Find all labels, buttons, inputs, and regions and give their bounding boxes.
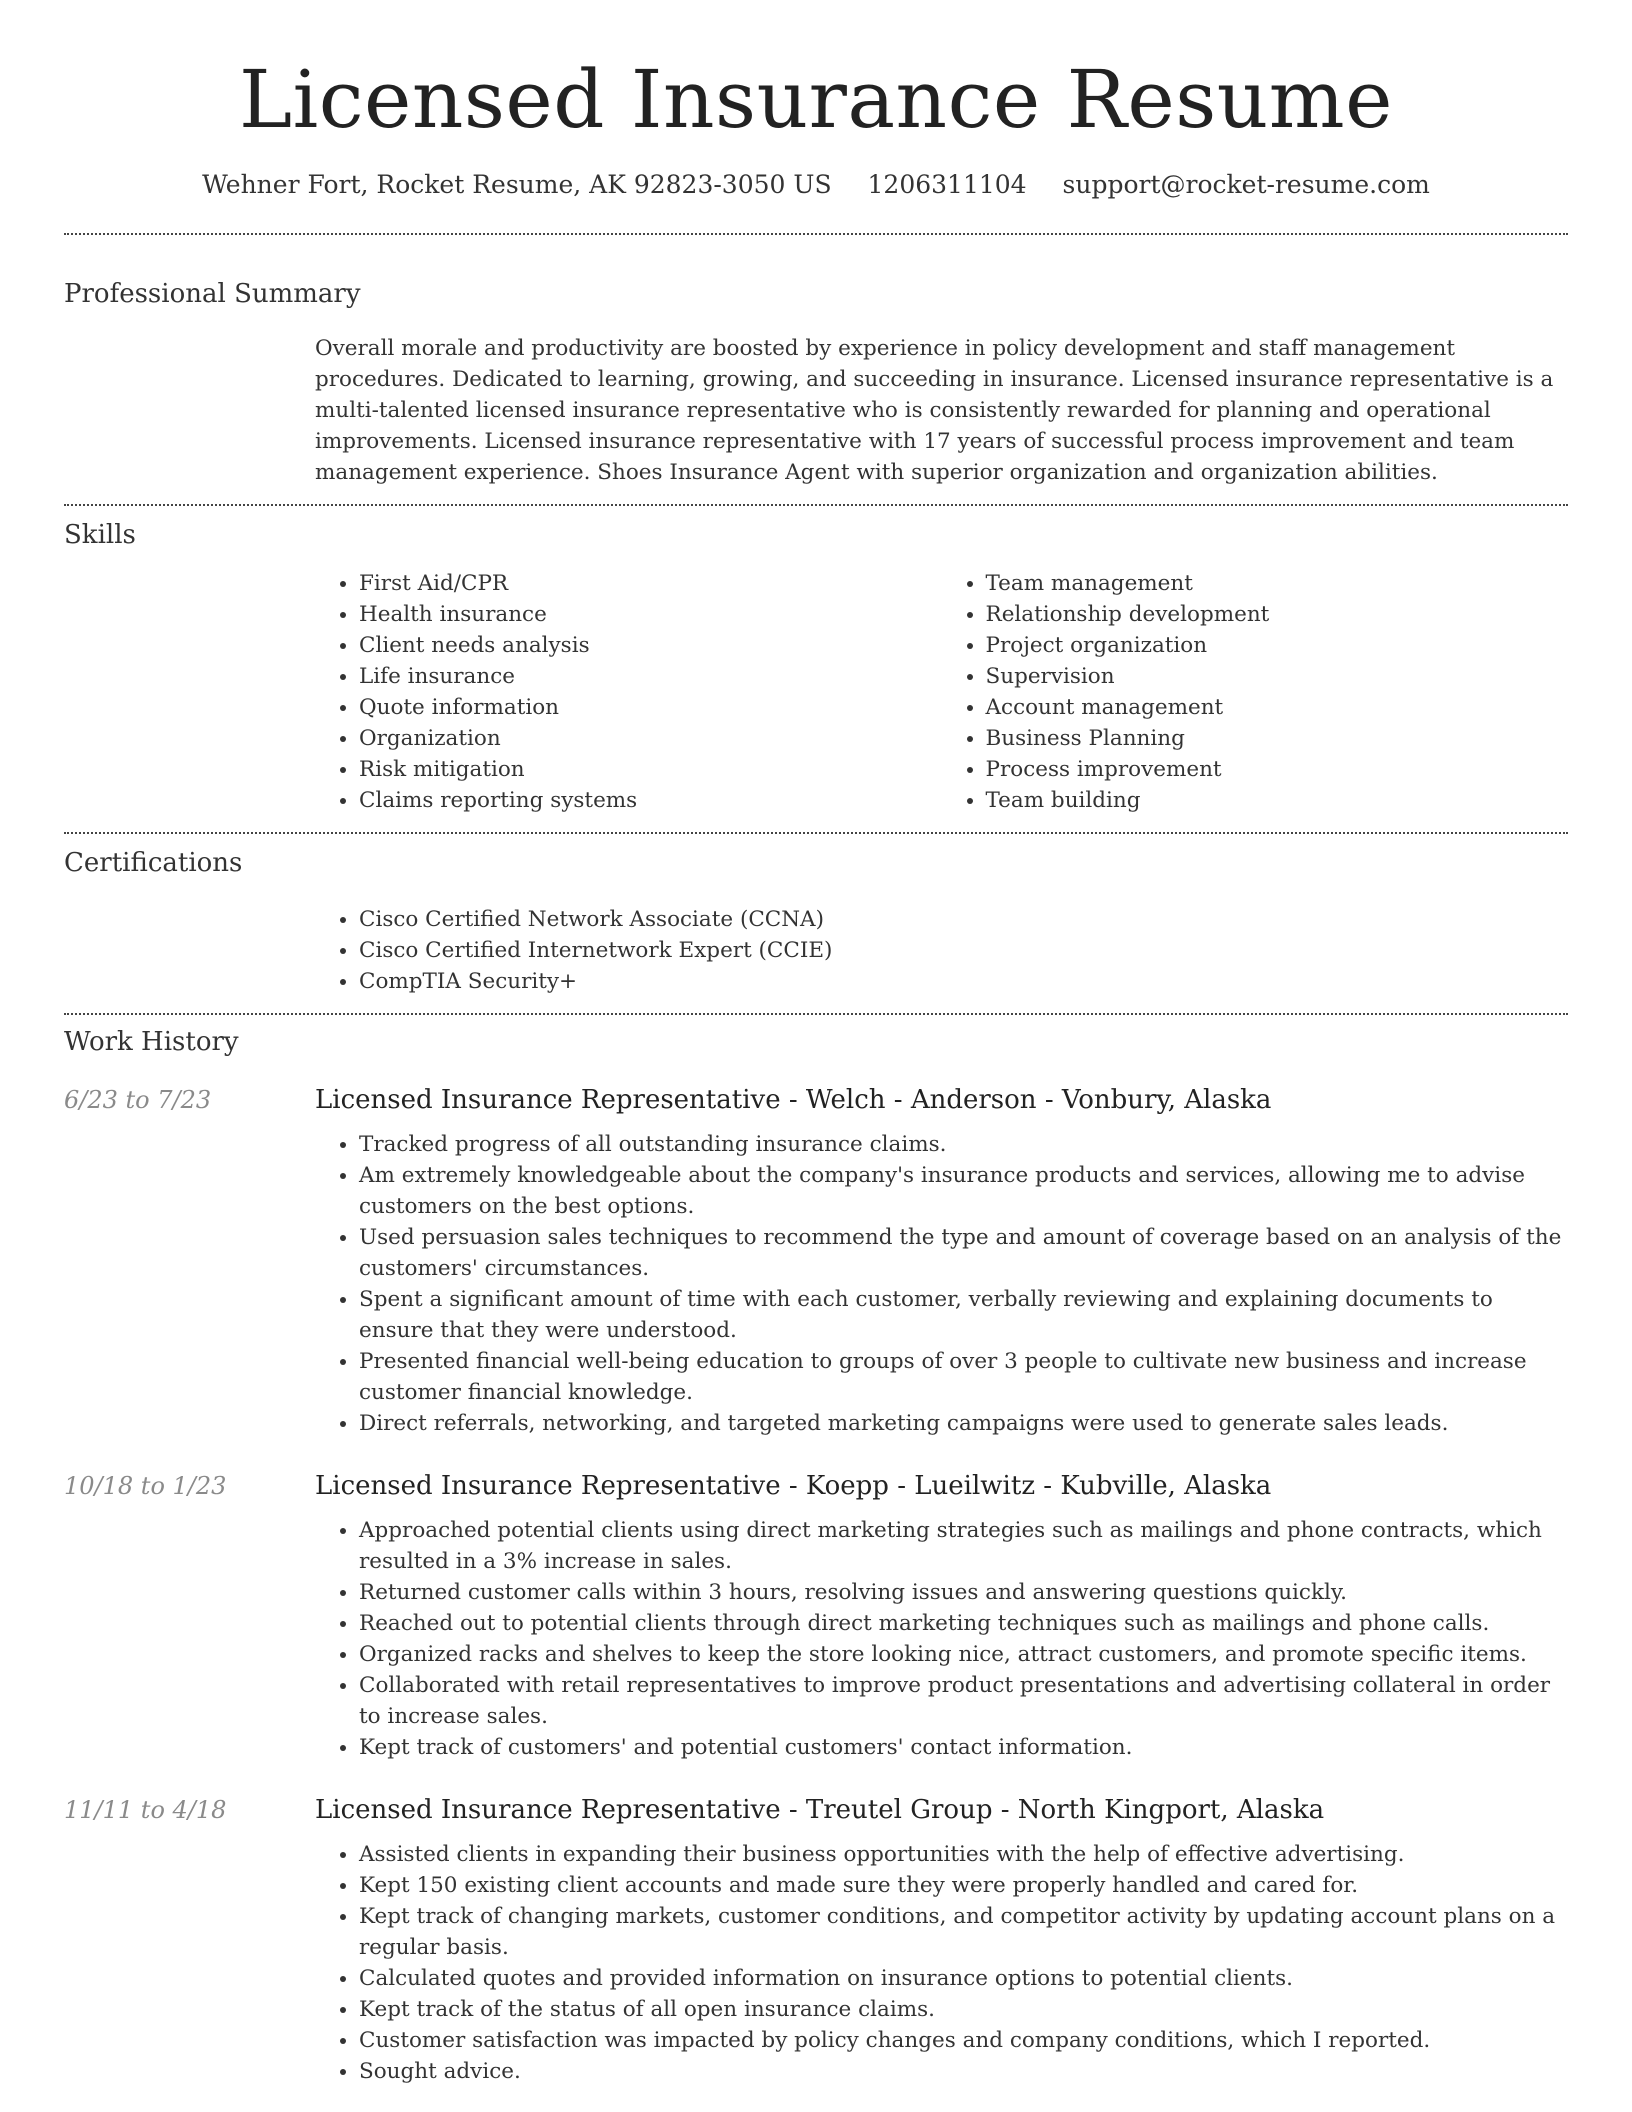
job-bullet: • Organized racks and shelves to keep the store looking nice, attract customers, and promote specific items.	[359, 1639, 1568, 1670]
certification-item: • CompTIA Security+	[359, 966, 1568, 997]
skills-lists	[315, 568, 1568, 832]
job-bullet: • Direct referrals, networking, and targeted marketing campaigns were used to generate sales leads.	[359, 1408, 1568, 1439]
skill-item: • Organization	[359, 723, 942, 754]
job-details	[315, 1083, 1568, 1439]
skill-item: • Risk mitigation	[359, 754, 942, 785]
job-bullet: • Kept track of changing markets, customer conditions, and competitor activity by updating account plans on a regular basis.	[359, 1901, 1568, 1963]
skills-section	[64, 506, 1568, 832]
job-bullet: • Sought advice.	[359, 2056, 1568, 2087]
job-bullets	[315, 1839, 1568, 2087]
job-dates: 6/23 to 7/23	[64, 1086, 212, 1114]
skill-item: • Relationship development	[986, 599, 1569, 630]
job-bullet: • Collaborated with retail representatives to improve product presentations and advertising collateral in order to increase sales.	[359, 1670, 1568, 1732]
contact-phone: 1206311104	[867, 170, 1027, 199]
skill-item: • Process improvement	[986, 754, 1569, 785]
job-bullet: • Kept track of the status of all open insurance claims.	[359, 1994, 1568, 2025]
job-bullet: • Used persuasion sales techniques to recommend the type and amount of coverage based on an analysis of the customers' circumstances.	[359, 1222, 1568, 1284]
job-bullet: • Customer satisfaction was impacted by policy changes and company conditions, which I reported.	[359, 2025, 1568, 2056]
contact-line	[64, 170, 1568, 199]
job-bullet: • Tracked progress of all outstanding insurance claims.	[359, 1129, 1568, 1160]
job-title: Licensed Insurance Representative - Koepp - Lueilwitz - Kubville, Alaska	[315, 1471, 1272, 1501]
contact-email[interactable]: support@rocket-resume.com	[1062, 170, 1430, 199]
certifications-section	[64, 834, 1568, 1013]
job-bullet: • Spent a significant amount of time with each customer, verbally reviewing and explaining documents to ensure that they were understood.	[359, 1284, 1568, 1346]
skill-item: • Quote information	[359, 692, 942, 723]
work-history-section	[64, 1015, 1568, 2087]
job-bullet: • Presented financial well-being education to groups of over 3 people to cultivate new business and increase customer financial knowledge.	[359, 1346, 1568, 1408]
job-entry	[64, 1083, 1568, 1439]
job-details	[315, 1469, 1568, 1763]
job-entry	[64, 1793, 1568, 2087]
job-title: Licensed Insurance Representative - Welch - Anderson - Vonbury, Alaska	[315, 1085, 1272, 1115]
skill-item: • Business Planning	[986, 723, 1569, 754]
summary-heading: Professional Summary	[64, 279, 361, 309]
skill-item: • First Aid/CPR	[359, 568, 942, 599]
skills-list-left	[315, 568, 942, 816]
skills-list-right	[942, 568, 1569, 816]
job-bullet: • Kept track of customers' and potential customers' contact information.	[359, 1732, 1568, 1763]
contact-address: Wehner Fort, Rocket Resume, AK 92823-3050 US	[202, 170, 832, 199]
skill-item: • Supervision	[986, 661, 1569, 692]
certification-item: • Cisco Certified Network Associate (CCNA)	[359, 904, 1568, 935]
resume-title: Licensed Insurance Resume	[238, 53, 1394, 146]
work-history-heading: Work History	[64, 1027, 239, 1057]
job-bullet: • Assisted clients in expanding their business opportunities with the help of effective advertising.	[359, 1839, 1568, 1870]
skill-item: • Health insurance	[359, 599, 942, 630]
certifications-heading: Certifications	[64, 848, 243, 878]
skill-item: • Life insurance	[359, 661, 942, 692]
job-dates: 10/18 to 1/23	[64, 1472, 227, 1500]
resume-page	[64, 0, 1568, 2087]
summary-section	[64, 235, 1568, 504]
skill-item: • Team management	[986, 568, 1569, 599]
job-bullet: • Kept 150 existing client accounts and made sure they were properly handled and cared for.	[359, 1870, 1568, 1901]
job-bullet: • Am extremely knowledgeable about the company's insurance products and services, allowing me to advise customers on the best options.	[359, 1160, 1568, 1222]
certification-item: • Cisco Certified Internetwork Expert (CCIE)	[359, 935, 1568, 966]
job-bullets	[315, 1515, 1568, 1763]
job-bullet: • Calculated quotes and provided information on insurance options to potential clients.	[359, 1963, 1568, 1994]
skill-item: • Account management	[986, 692, 1569, 723]
job-title: Licensed Insurance Representative - Treutel Group - North Kingport, Alaska	[315, 1795, 1325, 1825]
skills-heading: Skills	[64, 520, 136, 550]
job-dates: 11/11 to 4/18	[64, 1796, 227, 1824]
job-bullet: • Returned customer calls within 3 hours, resolving issues and answering questions quickly.	[359, 1577, 1568, 1608]
skill-item: • Client needs analysis	[359, 630, 942, 661]
summary-text: Overall morale and productivity are boosted by experience in policy development and staff management procedures. Dedicated to learning, growing, and succeeding in insurance. Licensed insurance representative is a multi-talented licensed insurance representative who is consistently rewarded for planning and operational improvements. Licensed insurance representative with 17 years of successful process improvement and team management experience. Shoes Insurance Agent with superior organization and organization abilities.	[315, 336, 1554, 485]
skill-item: • Project organization	[986, 630, 1569, 661]
skill-item: • Team building	[986, 785, 1569, 816]
skill-item: • Claims reporting systems	[359, 785, 942, 816]
job-details	[315, 1793, 1568, 2087]
job-bullet: • Reached out to potential clients through direct marketing techniques such as mailings and phone calls.	[359, 1608, 1568, 1639]
job-entry	[64, 1469, 1568, 1763]
certifications-list	[315, 904, 1568, 1013]
job-bullets	[315, 1129, 1568, 1439]
job-bullet: • Approached potential clients using direct marketing strategies such as mailings and phone contracts, which resulted in a 3% increase in sales.	[359, 1515, 1568, 1577]
